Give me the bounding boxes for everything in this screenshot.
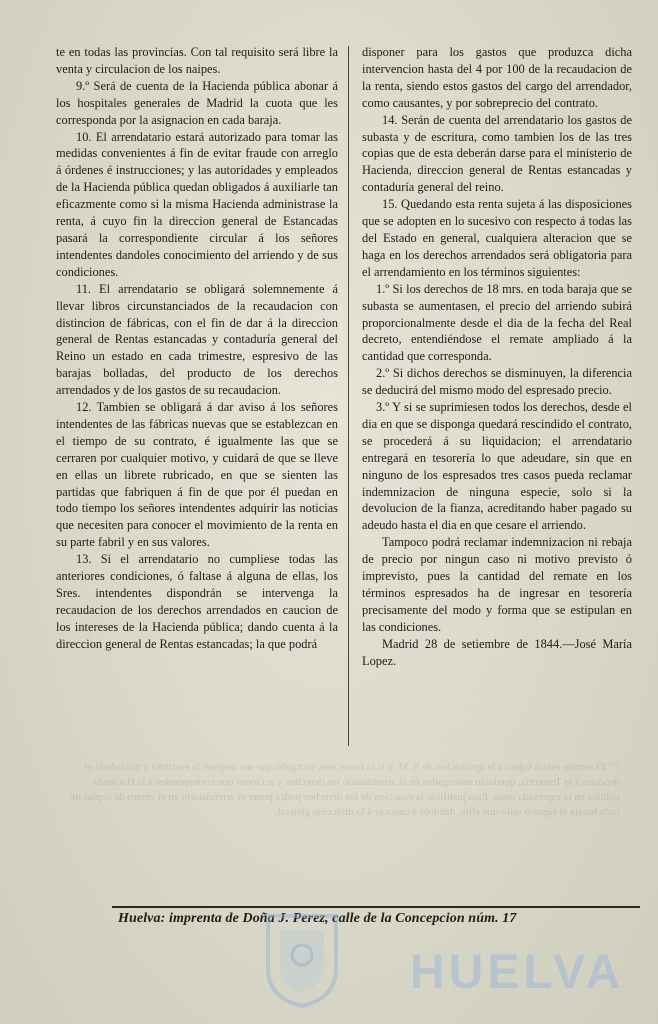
column-divider xyxy=(348,46,349,746)
paragraph: 9.º Será de cuenta de la Hacienda pública abonar á los hospitales generales de Madrid la cuota que les corresponda por la asignacion en cada baraja. xyxy=(56,78,338,127)
sub-paragraph: 2.º Si dichos derechos se disminuyen, la diferencia se deducirá del mismo modo del espresado precio. xyxy=(362,366,632,398)
bleed-through-text: 7.º El remate estará sujeto á la aprobacion de S. M. y si la mereciese, otorgado que sea despues la escritura y trasladado el depósito á la Tesorería, quedarán subrogados en el arrendatario los derechos y acciones que corresponden á la Hacienda pública en la espresada renta. Para justificar la exaccion de los derechos podrá poner el arrendatario en el centro de copias de cada baraja el signo ó sello que elija, dándolo á conocer á la direccion general. xyxy=(70,761,620,818)
watermark-shield-icon xyxy=(262,910,342,1010)
left-column xyxy=(56,44,338,653)
paragraph: 15. Quedando esta renta sujeta á las disposiciones que se adopten en lo sucesivo con respecto á todas las del Estado en general, cualquiera alteracion que se haga en los derechos arrendados será obligatoria para el arrendamiento en los términos siguientes: xyxy=(362,197,632,279)
sub-paragraph: 3.º Y si se suprimiesen todos los derechos, desde el dia en que se disponga quedará rescindido el contrato, se procederá á su liquidacion; el arrendatario entregará en tesorería lo que adeudare, sin que en ninguno de los espresados tres casos pueda reclamar indemnizacion de ninguna especie, solo si la devolucion de la fianza, acreditando haber pagado su adeudo hasta el dia en que cesare el arriendo. xyxy=(362,400,632,533)
watermark-text: HUELVA xyxy=(410,946,625,999)
footer-rule xyxy=(112,906,640,908)
paragraph: 10. El arrendatario estará autorizado para tomar las medidas convenientes á fin de evitar fraude con arreglo á órdenes é instrucciones; y las autoridades y empleados de la Hacienda pública quedan obligados á auxiliarle tan eficazmente como si la misma Hacienda administrase la renta, á cuyo fin la direccion general de Estancadas pasará la correspondiente circular á los señores intendentes dandoles conocimiento del arriendo y de sus condiciones. xyxy=(56,129,338,279)
paragraph: 11. El arrendatario se obligará solemnemente á llevar libros circunstanciados de la recaudacion con distincion de fábricas, con el fin de dar á la direccion general de Rentas estancadas y contaduría general del Reino un estado en cada trimestre, espresivo de las barajas bolladas, del producto de los derechos arrendados y de los gastos de su recaudacion. xyxy=(56,281,338,398)
paragraph: 13. Si el arrendatario no cumpliese todas las anteriores condiciones, ó faltase á alguna de ellas, los Sres. intendentes dispondrán se intervenga la recaudacion de los derechos arrendados en caucion de los intereses de la Hacienda pública; dando cuenta á la direccion general de Rentas estancadas; la que podrá xyxy=(56,552,338,651)
paragraph: te en todas las provincias. Con tal requisito será libre la venta y circulacion de los naipes. xyxy=(56,45,338,76)
right-column xyxy=(362,44,632,670)
paragraph: 12. Tambien se obligará á dar aviso á los señores intendentes de las fábricas nuevas que se establezcan en el tiempo de su contrato, é igualmente las que se cerraren por cualquier motivo, y cuidará de que se lleve en ellas un librete rubricado, en que se sienten las partidas que fabriquen á fin de que por él puedan en todo tiempo los señores intendentes adquirir las noticias que necesiten para conocer el movimiento de la renta en su parte fabril y en sus valores. xyxy=(56,400,338,550)
paragraph: Tampoco podrá reclamar indemnizacion ni rebaja de precio por ningun caso ni motivo previsto ó imprevisto, pues la cantidad del remate en los términos espresados ha de ingresar en tesorería precisamente del modo y forma que se estipulan en las condiciones. xyxy=(362,535,632,634)
printer-imprint: Huelva: imprenta de Doña J. Perez, calle de la Concepcion núm. 17 xyxy=(118,911,517,926)
signature-line: Madrid 28 de setiembre de 1844.—José María Lopez. xyxy=(362,636,632,668)
sub-paragraph: 1.º Si los derechos de 18 mrs. en toda baraja que se subasta se aumentasen, el precio del arriendo subirá proporcionalmente desde el dia de la fecha del Real decreto, entendiéndose el remate ampliado á la cantidad que corresponda. xyxy=(362,281,632,364)
paragraph: 14. Serán de cuenta del arrendatario los gastos de subasta y de escritura, como tambien los de las tres copias que de esta deberán darse para el ministerio de Hacienda, direccion general de Rentas estancadas y contaduría general del reino. xyxy=(362,112,632,195)
paragraph: disponer para los gastos que produzca dicha intervencion hasta del 4 por 100 de la recaudacion de la renta, siendo estos gastos del cargo del arrendador, como causantes, y por sobreprecio del contrato. xyxy=(362,45,632,110)
